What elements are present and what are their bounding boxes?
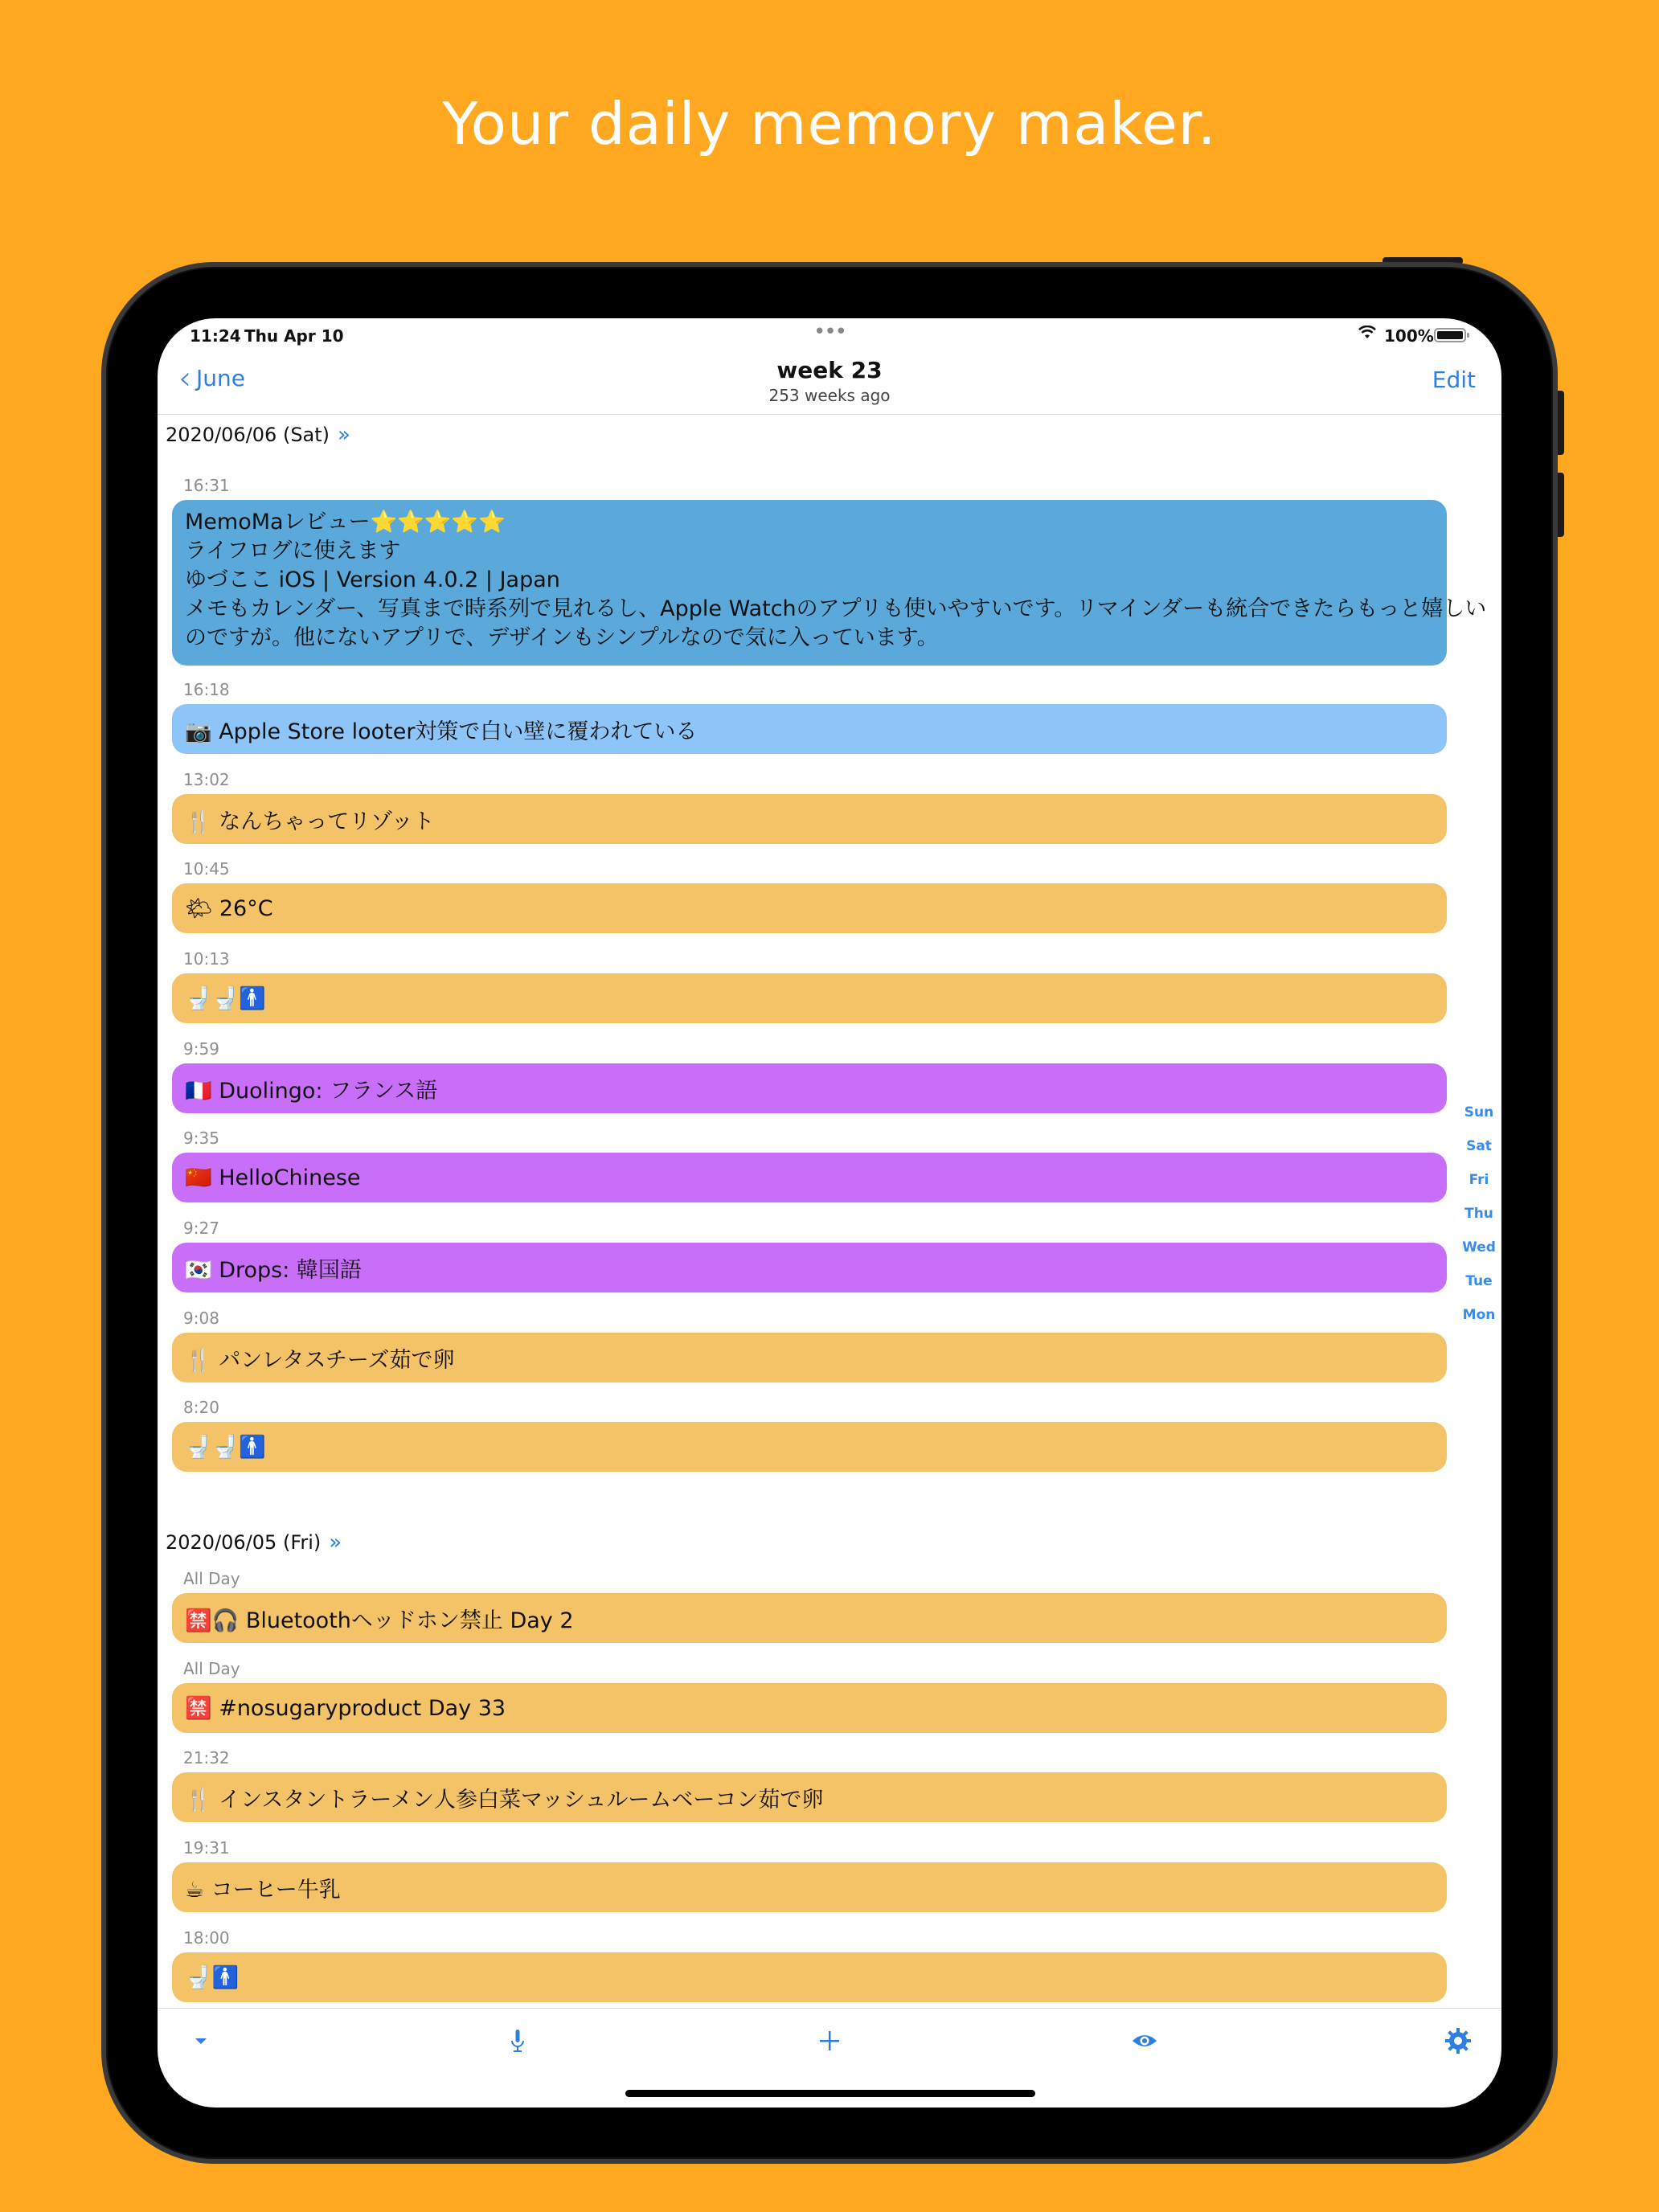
double-chevron-right-icon[interactable]: »	[338, 423, 350, 447]
plus-icon[interactable]	[813, 2025, 846, 2057]
entry-line: のですが。他にないアプリで、デザインもシンプルなので気に入っています。	[185, 625, 939, 650]
entry-time: 9:08	[183, 1309, 219, 1328]
entry-time: 9:59	[183, 1039, 219, 1059]
entry-time: All Day	[183, 1569, 240, 1588]
day-header-date: 2020/06/05 (Fri)	[166, 1531, 322, 1554]
entry-item[interactable]: ☕ コーヒー牛乳	[172, 1862, 1447, 1912]
entry-item[interactable]: 🍴 なんちゃってリゾット	[172, 794, 1447, 844]
day-header[interactable]	[166, 1530, 342, 1555]
status-date: Thu Apr 10	[244, 326, 344, 346]
entry-item[interactable]: 🇫🇷 Duolingo: フランス語	[172, 1063, 1447, 1113]
entry-time: 21:32	[183, 1748, 230, 1768]
weekday-index	[1463, 1104, 1495, 1323]
entry-item[interactable]: 🚽🚽🚹	[172, 1422, 1447, 1472]
entry-item[interactable]: 🚽🚽🚹	[172, 973, 1447, 1023]
edit-button[interactable]: Edit	[1432, 367, 1476, 393]
entry-item[interactable]: 🌤 26°C	[172, 883, 1447, 933]
entry-item[interactable]: 🈲 #nosugaryproduct Day 33	[172, 1683, 1447, 1733]
entry-item[interactable]: 🈲🎧 Bluetoothヘッドホン禁止 Day 2	[172, 1593, 1447, 1643]
weekday-index-sun[interactable]: Sun	[1464, 1104, 1494, 1120]
wifi-icon	[1358, 325, 1376, 345]
weekday-index-mon[interactable]: Mon	[1462, 1307, 1496, 1323]
double-chevron-right-icon[interactable]: »	[329, 1530, 342, 1555]
entry-line: ライフログに使えます	[185, 539, 401, 563]
battery-icon	[1434, 328, 1466, 342]
entry-time: 9:35	[183, 1129, 219, 1148]
entry-line: ゆづここ iOS | Version 4.0.2 | Japan	[185, 567, 560, 592]
entry-time: 19:31	[183, 1838, 230, 1858]
entry-time: 10:45	[183, 859, 230, 879]
page-title: week 23	[776, 357, 883, 383]
entry-item[interactable]: 🇰🇷 Drops: 韓国語	[172, 1243, 1447, 1292]
home-indicator[interactable]	[625, 2090, 1035, 2097]
bottom-toolbar	[158, 2008, 1501, 2072]
status-bar	[158, 318, 1501, 350]
entry-item[interactable]: 🍴 パンレタスチーズ茹で卵	[172, 1333, 1447, 1382]
weekday-index-wed[interactable]: Wed	[1462, 1239, 1496, 1256]
chevron-left-icon: ‹	[178, 359, 191, 397]
entry-time: 13:02	[183, 770, 230, 789]
navigation-bar	[158, 350, 1501, 415]
tagline: Your daily memory maker.	[442, 90, 1217, 158]
entry-time: 16:31	[183, 476, 230, 495]
eye-icon[interactable]	[1129, 2025, 1161, 2057]
day-header[interactable]	[166, 423, 350, 447]
multitask-dots-icon[interactable]: •••	[813, 320, 846, 344]
entry-item[interactable]: 🇨🇳 HelloChinese	[172, 1153, 1447, 1202]
weekday-index-sat[interactable]: Sat	[1466, 1138, 1492, 1154]
microphone-icon[interactable]	[502, 2025, 534, 2057]
weekday-index-tue[interactable]: Tue	[1465, 1273, 1493, 1289]
entry-time: All Day	[183, 1659, 240, 1678]
entry-item[interactable]: 📷 Apple Store looter対策で白い壁に覆われている	[172, 704, 1447, 754]
day-header-date: 2020/06/06 (Sat)	[166, 424, 330, 446]
battery-percent: 100%	[1384, 326, 1434, 346]
caret-down-icon[interactable]	[185, 2025, 217, 2057]
entry-time: 16:18	[183, 680, 230, 699]
entry-item[interactable]: 🍴 インスタントラーメン人参白菜マッシュルームベーコン茹で卵	[172, 1772, 1447, 1822]
entry-line: MemoMaレビュー⭐️⭐️⭐️⭐️⭐️	[185, 510, 506, 535]
entry-time: 8:20	[183, 1398, 219, 1417]
entry-time: 10:13	[183, 949, 230, 969]
back-button-label: June	[196, 365, 245, 391]
status-time: 11:24	[190, 326, 241, 346]
entry-time: 18:00	[183, 1928, 230, 1948]
page-subtitle: 253 weeks ago	[768, 386, 891, 405]
entry-review[interactable]	[172, 500, 1487, 666]
app-screen	[158, 318, 1501, 2108]
entry-line: メモもカレンダー、写真まで時系列で見れるし、Apple Watchのアプリも使いやすいです。リマインダーも統合できたらもっと嬉しい	[185, 596, 1487, 621]
gear-icon[interactable]	[1442, 2025, 1474, 2057]
weekday-index-thu[interactable]: Thu	[1464, 1206, 1493, 1222]
entry-item[interactable]: 🚽🚹	[172, 1952, 1447, 2002]
weekday-index-fri[interactable]: Fri	[1469, 1172, 1489, 1188]
entry-time: 9:27	[183, 1219, 219, 1238]
